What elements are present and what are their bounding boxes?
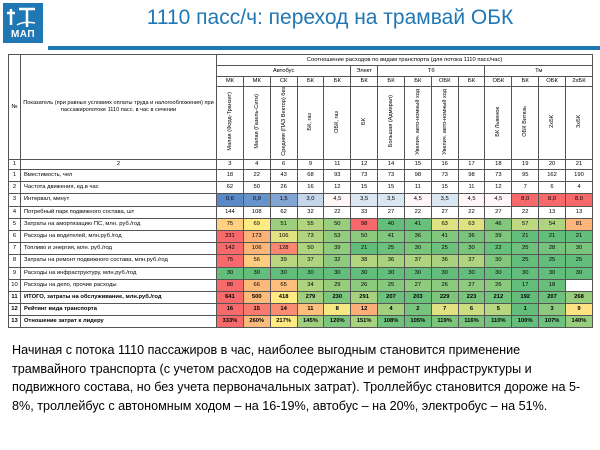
title-divider xyxy=(48,46,600,50)
value-cell: 15 xyxy=(243,304,270,316)
value-cell: 30 xyxy=(270,267,297,279)
vehicle-subtype-cell xyxy=(404,87,431,160)
value-cell: 9 xyxy=(565,304,592,316)
vehicle-class-cell: БК xyxy=(512,77,539,87)
column-number-cell: 20 xyxy=(539,160,566,170)
value-cell: 14 xyxy=(270,304,297,316)
group-header-bus: Автобус xyxy=(217,66,351,77)
table-row xyxy=(9,230,593,242)
value-cell: 29 xyxy=(324,279,351,291)
value-cell: 37 xyxy=(404,255,431,267)
value-cell: 30 xyxy=(458,267,485,279)
value-cell: 25 xyxy=(431,243,458,255)
value-cell: 18 xyxy=(217,170,244,182)
value-cell: 142 xyxy=(217,243,244,255)
vehicle-class-cell: ОБК xyxy=(431,77,458,87)
vehicle-subtype-cell xyxy=(485,87,512,160)
value-cell: 11 xyxy=(404,182,431,194)
value-cell: 26 xyxy=(485,279,512,291)
row-label-cell: Частота движения, ед.в час xyxy=(21,182,217,194)
value-cell: 26 xyxy=(270,182,297,194)
value-cell: 212 xyxy=(485,291,512,303)
value-cell: 8,0 xyxy=(512,194,539,206)
value-cell: 110% xyxy=(485,316,512,328)
vehicle-subtype-cell xyxy=(243,87,270,160)
value-cell: 30 xyxy=(404,267,431,279)
group-header-ebus: Элект xyxy=(351,66,378,77)
value-cell: 81 xyxy=(565,218,592,230)
map-logo xyxy=(3,3,43,43)
row-label-cell: Расходы на водителей, млн.руб./год xyxy=(21,230,217,242)
vehicle-subtype-cell xyxy=(351,87,378,160)
value-cell: 27 xyxy=(485,206,512,218)
value-cell: 11 xyxy=(458,182,485,194)
value-cell: 75 xyxy=(217,218,244,230)
value-cell: 21 xyxy=(512,230,539,242)
table-row xyxy=(9,218,593,230)
vehicle-class-cell: ОБК xyxy=(485,77,512,87)
value-cell: 25 xyxy=(539,255,566,267)
value-cell: 30 xyxy=(351,267,378,279)
value-cell: 217% xyxy=(270,316,297,328)
value-cell: 13 xyxy=(539,206,566,218)
value-cell: 63 xyxy=(431,218,458,230)
value-cell: 68 xyxy=(297,170,324,182)
value-cell: 25 xyxy=(512,255,539,267)
vehicle-subtype-cell xyxy=(512,87,539,160)
value-cell: 140% xyxy=(565,316,592,328)
logo-text: МАП xyxy=(10,29,36,40)
value-cell: 98 xyxy=(351,218,378,230)
value-cell: 63 xyxy=(458,218,485,230)
column-number-cell: 17 xyxy=(458,160,485,170)
value-cell: 37 xyxy=(458,255,485,267)
value-cell: 30 xyxy=(243,267,270,279)
value-cell: 230 xyxy=(324,291,351,303)
vehicle-subtype-label: Малая (Форд-Транзит) xyxy=(226,92,233,151)
row-label-cell: ИТОГО, затраты на обслуживание, млн.руб./год xyxy=(21,291,217,303)
table-row xyxy=(9,304,593,316)
value-cell: 106 xyxy=(243,243,270,255)
row-number-cell: 3 xyxy=(9,194,21,206)
table-row xyxy=(9,279,593,291)
value-cell: 30 xyxy=(539,267,566,279)
value-cell: 32 xyxy=(297,206,324,218)
vehicle-class-cell: СК xyxy=(270,77,297,87)
value-cell: 73 xyxy=(378,170,405,182)
value-cell: 22 xyxy=(485,243,512,255)
row-label-cell: Расходы на инфраструктуру, млн.руб./год xyxy=(21,267,217,279)
value-cell: 13 xyxy=(565,206,592,218)
value-cell: 39 xyxy=(324,243,351,255)
value-cell: 641 xyxy=(217,291,244,303)
value-cell: 22 xyxy=(324,206,351,218)
value-cell: 8,0 xyxy=(539,194,566,206)
value-cell: 0,9 xyxy=(243,194,270,206)
row-label-cell: Расходы на депо, прочие расходы xyxy=(21,279,217,291)
value-cell: 15 xyxy=(431,182,458,194)
value-cell: 116% xyxy=(458,316,485,328)
value-cell: 50 xyxy=(351,230,378,242)
value-cell: 22 xyxy=(404,206,431,218)
value-cell: 100% xyxy=(512,316,539,328)
value-cell: 25 xyxy=(565,255,592,267)
row-number-cell: 4 xyxy=(9,206,21,218)
value-cell: 6 xyxy=(458,304,485,316)
value-cell: 30 xyxy=(458,243,485,255)
value-cell: 55 xyxy=(297,218,324,230)
value-cell: 260% xyxy=(243,316,270,328)
value-cell: 4,5 xyxy=(485,194,512,206)
value-cell: 62 xyxy=(217,182,244,194)
row-label-cell: Интервал, минут xyxy=(21,194,217,206)
value-cell: 3 xyxy=(539,304,566,316)
row-number-cell: 5 xyxy=(9,218,21,230)
value-cell: 73 xyxy=(431,170,458,182)
column-number-cell: 1 xyxy=(9,160,21,170)
value-cell: 11 xyxy=(297,304,324,316)
row-number-cell: 7 xyxy=(9,243,21,255)
value-cell: 56 xyxy=(243,255,270,267)
value-cell: 30 xyxy=(431,267,458,279)
value-cell: 4 xyxy=(565,182,592,194)
vehicle-subtype-label: Увелич. авто-номный ход xyxy=(414,88,421,155)
vehicle-class-cell: МК xyxy=(217,77,244,87)
row-number-cell: 9 xyxy=(9,267,21,279)
value-cell: 22 xyxy=(458,206,485,218)
value-cell: 32 xyxy=(324,255,351,267)
value-cell: 73 xyxy=(351,170,378,182)
value-cell: 27 xyxy=(431,206,458,218)
value-cell: 7 xyxy=(431,304,458,316)
row-number-cell: 11 xyxy=(9,291,21,303)
value-cell: 8,0 xyxy=(565,194,592,206)
value-cell: 54 xyxy=(539,218,566,230)
vehicle-class-cell: БК xyxy=(404,77,431,87)
value-cell: 3,5 xyxy=(378,194,405,206)
row-number-cell: 10 xyxy=(9,279,21,291)
value-cell: 1 xyxy=(512,304,539,316)
value-cell: 162 xyxy=(539,170,566,182)
table-row xyxy=(9,291,593,303)
vehicle-subtype-label: БК Львенок xyxy=(495,106,502,137)
value-cell: 192 xyxy=(512,291,539,303)
num-header: № xyxy=(9,55,21,160)
value-cell: 25 xyxy=(378,279,405,291)
row-number-cell: 2 xyxy=(9,182,21,194)
vehicle-class-cell: 2хБК xyxy=(565,77,592,87)
value-cell: 173 xyxy=(243,230,270,242)
vehicle-subtype-label: Малая (Газель-Сити) xyxy=(253,94,260,149)
value-cell: 30 xyxy=(217,267,244,279)
row-number-cell: 8 xyxy=(9,255,21,267)
column-number-cell: 15 xyxy=(404,160,431,170)
group-header-tram: Тм xyxy=(485,66,593,77)
vehicle-subtype-cell xyxy=(270,87,297,160)
value-cell: 30 xyxy=(485,255,512,267)
value-cell: 128 xyxy=(270,243,297,255)
value-cell: 38 xyxy=(351,255,378,267)
value-cell: 75 xyxy=(217,255,244,267)
value-cell: 30 xyxy=(404,243,431,255)
value-cell: 41 xyxy=(404,218,431,230)
value-cell: 43 xyxy=(270,170,297,182)
value-cell: 36 xyxy=(458,230,485,242)
value-cell: 28 xyxy=(539,243,566,255)
value-cell: 107% xyxy=(539,316,566,328)
value-cell: 30 xyxy=(378,267,405,279)
value-cell: 73 xyxy=(485,170,512,182)
value-cell: 3,0 xyxy=(297,194,324,206)
cost-comparison-table xyxy=(8,54,592,328)
row-label-cell: Рейтинг вида транспорта xyxy=(21,304,217,316)
vehicle-subtype-label: 3хБК xyxy=(575,115,582,128)
value-cell: 33 xyxy=(351,206,378,218)
value-cell: 30 xyxy=(565,243,592,255)
conclusion-paragraph: Начиная с потока 1110 пассажиров в час, наиболее выгодным становится применение трамвайного транспорта (с учетом расходов на содержание и ремонт инфраструктуры и подвижного состава, но без учета первоначальных затрат). Троллейбус становится дороже на 5-8%, троллейбус с автономным ходом – на 16-19%, автобус – на 20%, электробус – на 51%. xyxy=(12,343,581,413)
column-number-cell: 16 xyxy=(431,160,458,170)
row-number-cell: 1 xyxy=(9,170,21,182)
value-cell: 41 xyxy=(378,230,405,242)
ratio-header: Соотношение расходов по видам транспорта (для потока 1110 пасс/час) xyxy=(217,55,593,66)
value-cell: 39 xyxy=(270,255,297,267)
value-cell: 16 xyxy=(217,304,244,316)
value-cell: 500 xyxy=(243,291,270,303)
value-cell: 207 xyxy=(539,291,566,303)
value-cell: 0,6 xyxy=(217,194,244,206)
value-cell: 26 xyxy=(431,279,458,291)
value-cell: 207 xyxy=(378,291,405,303)
column-number-cell: 14 xyxy=(378,160,405,170)
vehicle-subtype-cell xyxy=(217,87,244,160)
value-cell: 36 xyxy=(431,255,458,267)
value-cell: 93 xyxy=(324,170,351,182)
value-cell: 4,5 xyxy=(324,194,351,206)
vehicle-subtype-label: Увелич. авто-номный ход xyxy=(441,88,448,155)
vehicle-class-cell: БК xyxy=(324,77,351,87)
value-cell: 279 xyxy=(297,291,324,303)
value-cell: 36 xyxy=(404,230,431,242)
vehicle-class-cell: ОБК xyxy=(539,77,566,87)
column-number-cell: 19 xyxy=(512,160,539,170)
value-cell: 21 xyxy=(351,243,378,255)
value-cell: 4,5 xyxy=(458,194,485,206)
column-number-cell: 21 xyxy=(565,160,592,170)
vehicle-subtype-cell xyxy=(324,87,351,160)
value-cell: 12 xyxy=(324,182,351,194)
value-cell: 6 xyxy=(539,182,566,194)
value-cell: 36 xyxy=(378,255,405,267)
value-cell: 7 xyxy=(512,182,539,194)
value-cell: 229 xyxy=(431,291,458,303)
value-cell: 73 xyxy=(297,230,324,242)
value-cell: 39 xyxy=(485,230,512,242)
row-label-cell: Затраты на ремонт подвижного состава, млн.руб./год xyxy=(21,255,217,267)
value-cell: 50 xyxy=(243,182,270,194)
vehicle-subtype-cell xyxy=(297,87,324,160)
column-number-cell: 6 xyxy=(270,160,297,170)
value-cell: 106 xyxy=(270,230,297,242)
value-cell: 12 xyxy=(351,304,378,316)
value-cell: 50 xyxy=(324,218,351,230)
value-cell: 4,5 xyxy=(404,194,431,206)
value-cell: 231 xyxy=(217,230,244,242)
vehicle-class-cell: МК xyxy=(243,77,270,87)
vehicle-subtype-cell xyxy=(539,87,566,160)
vehicle-subtype-cell xyxy=(565,87,592,160)
value-cell: 30 xyxy=(512,267,539,279)
vehicle-subtype-label: Большая (Адмирал) xyxy=(387,95,394,148)
slide-title: 1110 пасс/ч: переход на трамвай ОБК xyxy=(146,6,514,29)
value-cell: 22 xyxy=(243,170,270,182)
table-row xyxy=(9,194,593,206)
value-cell: 65 xyxy=(270,279,297,291)
column-number-cell: 12 xyxy=(351,160,378,170)
value-cell: 46 xyxy=(485,218,512,230)
value-cell: 291 xyxy=(351,291,378,303)
vehicle-class-cell: БК xyxy=(297,77,324,87)
value-cell: 98 xyxy=(458,170,485,182)
value-cell: 108% xyxy=(378,316,405,328)
value-cell: 95 xyxy=(512,170,539,182)
vehicle-subtype-cell xyxy=(458,87,485,160)
value-cell: 26 xyxy=(351,279,378,291)
row-label-cell: Затраты на амортизацию ПС, млн. руб./год xyxy=(21,218,217,230)
value-cell: 50 xyxy=(297,243,324,255)
value-cell: 22 xyxy=(512,206,539,218)
vehicle-subtype-label: ОБК, газ xyxy=(334,110,341,133)
column-number-cell: 9 xyxy=(297,160,324,170)
vehicle-subtype-label: БК xyxy=(361,118,368,125)
value-cell: 2 xyxy=(404,304,431,316)
value-cell: 25 xyxy=(512,243,539,255)
value-cell: 37 xyxy=(297,255,324,267)
group-header-trolley: Тб xyxy=(378,66,485,77)
value-cell: 105% xyxy=(404,316,431,328)
value-cell: 21 xyxy=(539,230,566,242)
value-cell: 203 xyxy=(404,291,431,303)
value-cell: 27 xyxy=(404,279,431,291)
table-row xyxy=(9,316,593,328)
value-cell: 66 xyxy=(243,279,270,291)
value-cell: 30 xyxy=(485,267,512,279)
value-cell: 15 xyxy=(351,182,378,194)
value-cell: 88 xyxy=(217,279,244,291)
column-number-cell: 3 xyxy=(217,160,244,170)
column-number-cell: 2 xyxy=(21,160,217,170)
value-cell: 333% xyxy=(217,316,244,328)
value-cell: 17 xyxy=(512,279,539,291)
value-cell: 108 xyxy=(243,206,270,218)
vehicle-subtype-label: ОБК Витязь xyxy=(522,106,529,137)
vehicle-class-cell: БК xyxy=(351,77,378,87)
indicator-header: Показатель (при равных условиях оплаты труда и налогообложения) при пассажиропотоке 1110 пасс. в час в сечении xyxy=(21,55,217,160)
value-cell: 8 xyxy=(324,304,351,316)
value-cell: 120% xyxy=(324,316,351,328)
value-cell: 4 xyxy=(378,304,405,316)
value-cell: 144 xyxy=(217,206,244,218)
value-cell: 268 xyxy=(565,291,592,303)
value-cell: 151% xyxy=(351,316,378,328)
value-cell: 40 xyxy=(378,218,405,230)
vehicle-subtype-label: Средняя (ПАЗ Вектор) без xyxy=(280,87,287,156)
value-cell: 190 xyxy=(565,170,592,182)
row-number-cell: 6 xyxy=(9,230,21,242)
value-cell: 418 xyxy=(270,291,297,303)
row-label-cell: Вместимость, чел xyxy=(21,170,217,182)
vehicle-class-cell: БК xyxy=(378,77,405,87)
value-cell: 1,5 xyxy=(270,194,297,206)
value-cell: 41 xyxy=(431,230,458,242)
value-cell: 30 xyxy=(324,267,351,279)
value-cell: 119% xyxy=(431,316,458,328)
value-cell: 3,5 xyxy=(351,194,378,206)
value-cell: 12 xyxy=(485,182,512,194)
vehicle-class-cell: БК xyxy=(458,77,485,87)
row-number-cell: 13 xyxy=(9,316,21,328)
value-cell: 25 xyxy=(378,243,405,255)
table-row xyxy=(9,182,593,194)
value-cell: 3,5 xyxy=(431,194,458,206)
value-cell: 145% xyxy=(297,316,324,328)
table-row xyxy=(9,206,593,218)
row-label-cell: Потребный парк подвижного состава, шт xyxy=(21,206,217,218)
value-cell: 27 xyxy=(458,279,485,291)
vehicle-subtype-cell xyxy=(431,87,458,160)
value-cell: 16 xyxy=(297,182,324,194)
table-row xyxy=(9,255,593,267)
value-cell: 15 xyxy=(378,182,405,194)
vehicle-subtype-cell xyxy=(378,87,405,160)
row-label-cell: Топливо и энергия, млн. руб./год xyxy=(21,243,217,255)
vehicle-subtype-label: БК, газ xyxy=(307,112,314,131)
value-cell: 34 xyxy=(297,279,324,291)
value-cell: 62 xyxy=(270,206,297,218)
value-cell: 30 xyxy=(565,267,592,279)
column-number-cell: 11 xyxy=(324,160,351,170)
row-number-cell: 12 xyxy=(9,304,21,316)
value-cell xyxy=(565,279,592,291)
table-row xyxy=(9,243,593,255)
value-cell: 18 xyxy=(539,279,566,291)
value-cell: 5 xyxy=(485,304,512,316)
table-row xyxy=(9,267,593,279)
value-cell: 57 xyxy=(512,218,539,230)
table-row xyxy=(9,170,593,182)
value-cell: 30 xyxy=(297,267,324,279)
row-label-cell: Отношение затрат к лидеру xyxy=(21,316,217,328)
column-number-cell: 18 xyxy=(485,160,512,170)
value-cell: 51 xyxy=(270,218,297,230)
value-cell: 21 xyxy=(565,230,592,242)
column-number-cell: 4 xyxy=(243,160,270,170)
vehicle-subtype-label: 2хБК xyxy=(549,115,556,128)
value-cell: 98 xyxy=(404,170,431,182)
value-cell: 69 xyxy=(243,218,270,230)
value-cell: 53 xyxy=(324,230,351,242)
value-cell: 223 xyxy=(458,291,485,303)
value-cell: 27 xyxy=(378,206,405,218)
